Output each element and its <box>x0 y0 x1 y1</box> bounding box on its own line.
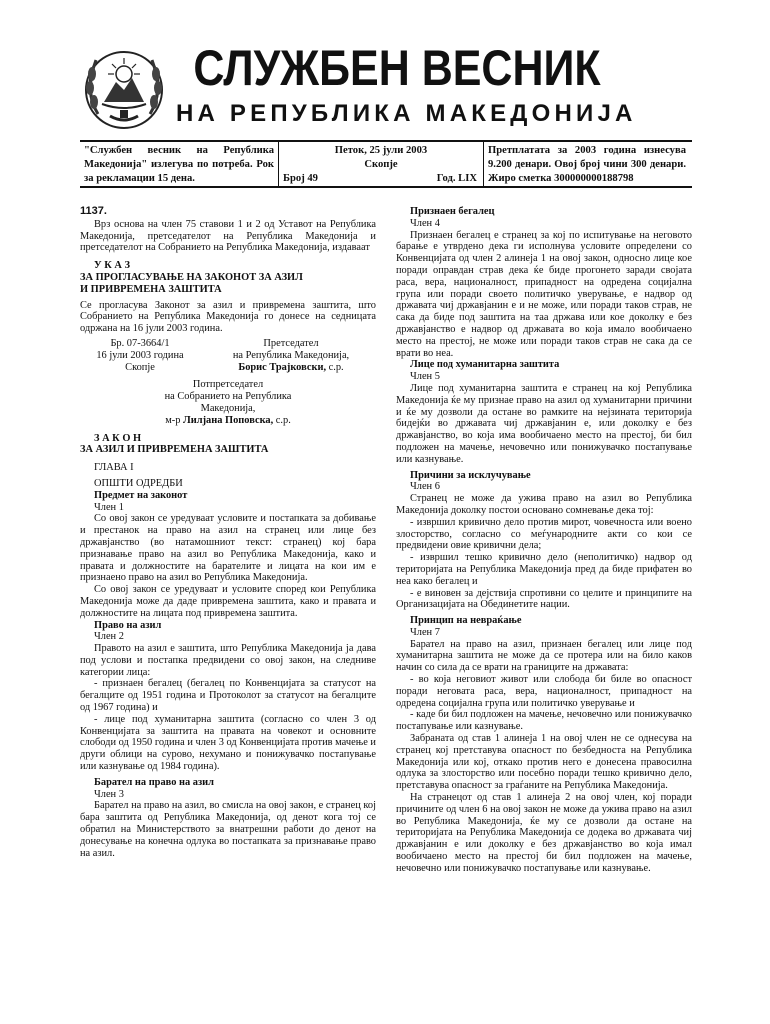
info-issue-block <box>279 142 484 186</box>
preamble: Врз основа на член 75 ставови 1 и 2 од Уставот на Република Македонија, претседателот на Република Македонија и претседателот на Собранието на Република Македонија, издаваат <box>80 218 376 254</box>
article-7-para-4: Забраната од став 1 алинеја 1 на овој член не се однесува на странец кој претставува опасност по безбедноста на Република Македонија или кој, откако против него е донесена правосилна одлука за злосторство или посебно поради тешко кривично дело, претставува опасност за граѓаните на Република Македонија. <box>396 733 692 792</box>
section-3-title: Барател на право на азил <box>94 776 214 788</box>
issue-city: Скопје <box>364 159 398 170</box>
article-7-para-2: - во која неговиот живот или слобода би биле во опасност поради неговата раса, вера, националност, припадност на одредена социјална група или политичко уверување и <box>396 674 692 709</box>
article-2-para-2: - признаен бегалец (бегалец по Конвенцијата за статусот на бегалците од 1951 година и Протоколот за статусот на бегалците од 1967 година) и <box>80 678 376 714</box>
section-6-title: Причини за исклучување <box>410 469 531 481</box>
signatory2-role: Потпретседател <box>192 379 264 391</box>
masthead <box>80 38 692 140</box>
signatory-name: Борис Трајковски, <box>238 361 327 373</box>
decree-title: У К А З <box>94 260 130 272</box>
info-publication-note: "Службен весник на Република Македонија" излегува по потреба. Рок за рекламации 15 дена. <box>80 142 279 186</box>
article-7-para-5: На странецот од став 1 алинеја 2 на овој член, кој поради причините од член 6 на овој закон не може да ужива право на азил во Република Македонија, ќе му се дозволи да остане на територијата на Република Македонија се додека во државата чиј државјанин е или доколку е без државјанство во која имал вообичаено место на престој би бил подложен на мачење, нечовечно или понижувачко постапување или казнување. <box>396 792 692 874</box>
gazette-subtitle: НА РЕПУБЛИКА МАКЕДОНИЈА <box>176 100 637 127</box>
issue-date: Петок, 25 јули 2003 <box>334 145 428 156</box>
article-6-para-3: - извршил тешко кривично дело (неполитичко) надвор од територијата на Република Македонија пред да биде прифатен во неа како бегалец и <box>396 552 692 587</box>
article-6-para-2: - извршил кривично дело против мирот, човечноста или воено злосторство, согласно со меѓународните акти со кои се предвидени овие кривични дела; <box>396 516 692 552</box>
signature-block-2 <box>80 379 376 426</box>
section-5-title: Лице под хуманитарна заштита <box>410 359 560 371</box>
act-number: 1137. <box>80 205 107 217</box>
article-7-para-1: Барател на право на азил, признаен бегалец или лице под хуманитарна заштита не може да се протера или на било каков начин со сила да се врати на границите на државата: <box>396 638 692 674</box>
decree-subtitle-1: ЗА ПРОГЛАСУВАЊЕ НА ЗАКОНОТ ЗА АЗИЛ <box>80 271 303 283</box>
decree-reference: Бр. 07-3664/1 <box>110 337 170 349</box>
section-1-title: Предмет на законот <box>94 489 188 501</box>
article-7: Член 7 <box>410 626 440 638</box>
article-5: Член 5 <box>410 371 440 383</box>
issue-number: Број 49 <box>283 173 318 184</box>
signatory-suffix: с.р. <box>326 361 344 373</box>
chapter-title: ОПШТИ ОДРЕДБИ <box>94 477 183 489</box>
article-1-para-1: Со овој закон се уредуваат условите и постапката за добивање и престанок на право на азил на странец или лице без државјанство (во натамошниот текст: странец) кој бара признавање право на азил во Република Македонија, како и правата и должностите на барателите и лицата на кои им е признаено право на азил во Република Македонија. <box>80 513 376 584</box>
article-1: Член 1 <box>94 501 124 513</box>
article-2-para-1: Правото на азил е заштита, што Република Македонија ја дава под услови и постапка предвидени со овој закон, на следниве категории лица: <box>80 643 376 678</box>
signatory2-prefix: м-р <box>165 414 184 426</box>
law-subtitle: ЗА АЗИЛ И ПРИВРЕМЕНА ЗАШТИТА <box>80 444 269 456</box>
decree-subtitle-2: И ПРИВРЕМЕНА ЗАШТИТА <box>80 283 222 295</box>
info-bar <box>80 140 692 188</box>
chapter-number: ГЛАВА I <box>94 462 134 474</box>
article-6-para-1: Странец не може да ужива право на азил во Република Македонија доколку постои основано сомневање дека тој: <box>396 493 692 516</box>
article-4-para-1: Признаен бегалец е странец за кој по испитување на неговото барање е утврдено дека ги исполнува условите определени со Конвенцијата од член 2 алинеја 1 на овој закон, односно лице кое поради оправдан страв дека ќе биде прогонето заради својата раса, вера, националност, припадност на одредена социјална група или поради своето политичко уверување, е надвор од државата чиј државјанин е и не може, или поради таков страв, не сака да биде под заштита на таа држава или кое доколку е без државјанство е надвор од државата во која имало вообичаено место на престој, не може или поради таков страв не сака да се врати во неа. <box>396 229 692 359</box>
article-1-para-2: Со овој закон се уредуваат и условите според кои Република Македонија може да даде привремена заштита, како и правата и должностите на лицата под привремена заштита. <box>80 584 376 619</box>
gazette-page <box>80 38 692 875</box>
decree-date: 16 јули 2003 година <box>96 349 184 361</box>
section-2-title: Право на азил <box>94 619 162 631</box>
signatory2-inst-1: на Собранието на Република <box>164 391 292 403</box>
section-7-title: Принцип на невраќање <box>410 615 522 627</box>
coat-of-arms-icon <box>80 44 168 132</box>
signatory-role: Претседател <box>263 337 319 349</box>
law-title: З А К О Н <box>94 432 142 444</box>
signatory2-name: Лилјана Поповска, <box>183 414 274 426</box>
gazette-title: СЛУЖБЕН ВЕСНИК <box>193 40 601 96</box>
signatory2-suffix: с.р. <box>273 414 291 426</box>
section-4-title: Признаен бегалец <box>410 206 495 217</box>
signatory-institution: на Република Македонија, <box>232 349 350 361</box>
signatory2-inst-2: Македонија, <box>200 402 256 414</box>
right-column <box>396 206 692 875</box>
issue-year: Год. LIX <box>436 173 477 184</box>
article-3: Член 3 <box>94 788 124 800</box>
article-7-para-3: - каде би бил подложен на мачење, нечовечно или понижувачко постапување или казнување. <box>396 709 692 733</box>
decree-text: Се прогласува Законот за азил и привремена заштита, што Собранието на Република Македонија го донесе на седницата одржана на 16 јули 2003 година. <box>80 299 376 335</box>
signature-block-1 <box>80 338 376 373</box>
info-subscription-note: Претплатата за 2003 година изнесува 9.200 денари. Овој број чини 300 денари. Жиро сметка 300000000188798 <box>488 145 686 184</box>
article-6-para-4: - е виновен за дејствија спротивни со целите и принципите на Организацијата на Обединетите нации. <box>396 587 692 611</box>
article-2: Член 2 <box>94 631 124 643</box>
left-column <box>80 206 376 875</box>
article-2-para-3: - лице под хуманитарна заштита (согласно со член 3 од Конвенцијата за заштита на правата на човекот и основните слободи од 1950 година и член 3 од Конвенцијата против мачење и други облици на сурово, нехумано и понижувачко постапување или казнување од 1984 година). <box>80 713 376 773</box>
article-5-para-1: Лице под хуманитарна заштита е странец на кој Република Македонија ќе му признае право на азил од хуманитарни причини и ќе му дозволи да остане во рамките на нејзината територија бидејќи во државата чиј државјанин е, или доколку е без државјанство, во која има вообичаено место на престој, би бил подложен на мачење, нечовечно или понижувачко постапување или казнување. <box>396 382 692 465</box>
decree-place: Скопје <box>125 361 155 373</box>
article-6: Член 6 <box>410 481 440 493</box>
article-3-para-1: Барател на право на азил, во смисла на овој закон, е странец кој бара заштита од Република Македонија, од денот кога тој се обратил на Министерството за внатрешни работи до денот на донесување на конечна одлука во постапката за признавање право на азил. <box>80 800 376 859</box>
article-4: Член 4 <box>410 217 440 229</box>
